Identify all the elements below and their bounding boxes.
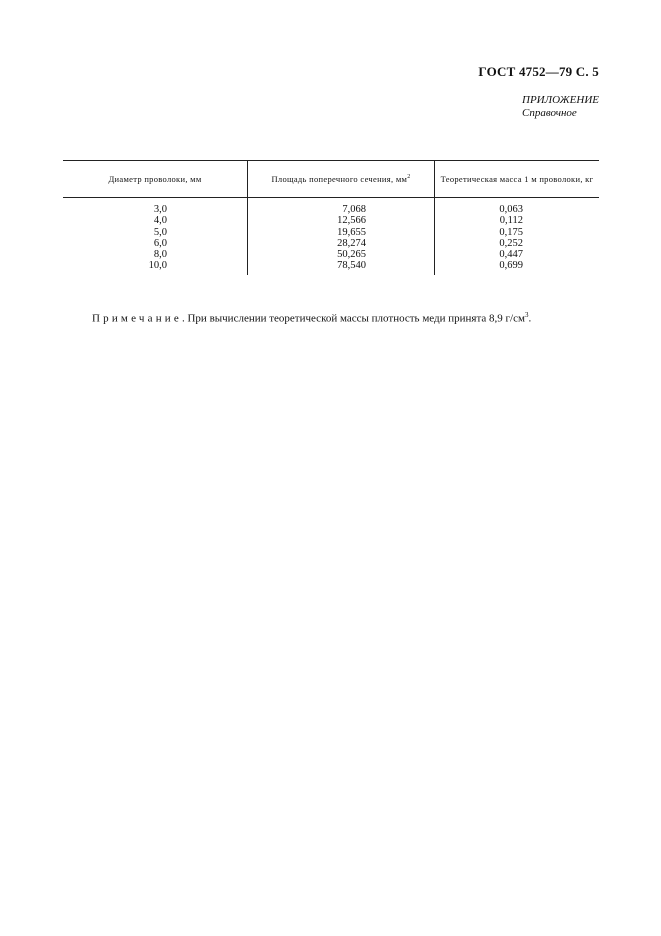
- header-area-sup: 2: [407, 174, 411, 181]
- wire-data-table-container: [63, 160, 599, 275]
- cell-diameter: 3,0: [153, 204, 167, 215]
- table-row: [63, 249, 599, 260]
- document-code: ГОСТ 4752—79 С. 5: [478, 64, 599, 79]
- cell-mass: 0,252: [499, 237, 523, 249]
- table-row: [63, 215, 599, 226]
- cell-mass: 0,063: [499, 204, 523, 215]
- cell-mass: 0,447: [499, 249, 523, 261]
- table-row: [63, 198, 599, 216]
- cell-diameter: 10,0: [148, 260, 167, 272]
- cell-area: 12,566: [248, 215, 435, 226]
- note-paragraph: [92, 311, 531, 325]
- cell-mass: 0,699: [499, 260, 523, 272]
- note-label: Примечание: [92, 312, 182, 325]
- table-row: [63, 260, 599, 274]
- table-header-row: [63, 161, 599, 198]
- cell-diameter: 8,0: [153, 249, 167, 261]
- note-sup: 3: [524, 311, 529, 319]
- appendix-subtitle: Справочное: [522, 107, 577, 119]
- header-mass: Теоретическая масса 1 м проволоки, кг: [435, 161, 600, 198]
- table-row: [63, 238, 599, 249]
- cell-area: 78,540: [248, 260, 435, 274]
- cell-mass: 0,112: [499, 215, 523, 227]
- header-area: [248, 161, 435, 198]
- table-row: [63, 227, 599, 238]
- note-end: .: [528, 312, 532, 325]
- header-area-text: Площадь поперечного сечения, мм: [271, 174, 408, 184]
- note-text: . При вычислении теоретической массы плотность меди принята 8,9 г/см: [181, 312, 525, 325]
- cell-diameter: 5,0: [153, 226, 167, 238]
- cell-area: 7,068: [248, 198, 435, 216]
- cell-diameter: 6,0: [153, 237, 167, 249]
- appendix-block: [522, 94, 599, 120]
- cell-mass: 0,175: [499, 226, 523, 238]
- header-diameter: Диаметр проволоки, мм: [63, 161, 248, 198]
- cell-area: 28,274: [248, 238, 435, 249]
- wire-data-table: [63, 160, 599, 275]
- appendix-title: ПРИЛОЖЕНИЕ: [522, 94, 599, 106]
- cell-diameter: 4,0: [153, 215, 167, 227]
- cell-area: 50,265: [248, 249, 435, 260]
- cell-area: 19,655: [248, 227, 435, 238]
